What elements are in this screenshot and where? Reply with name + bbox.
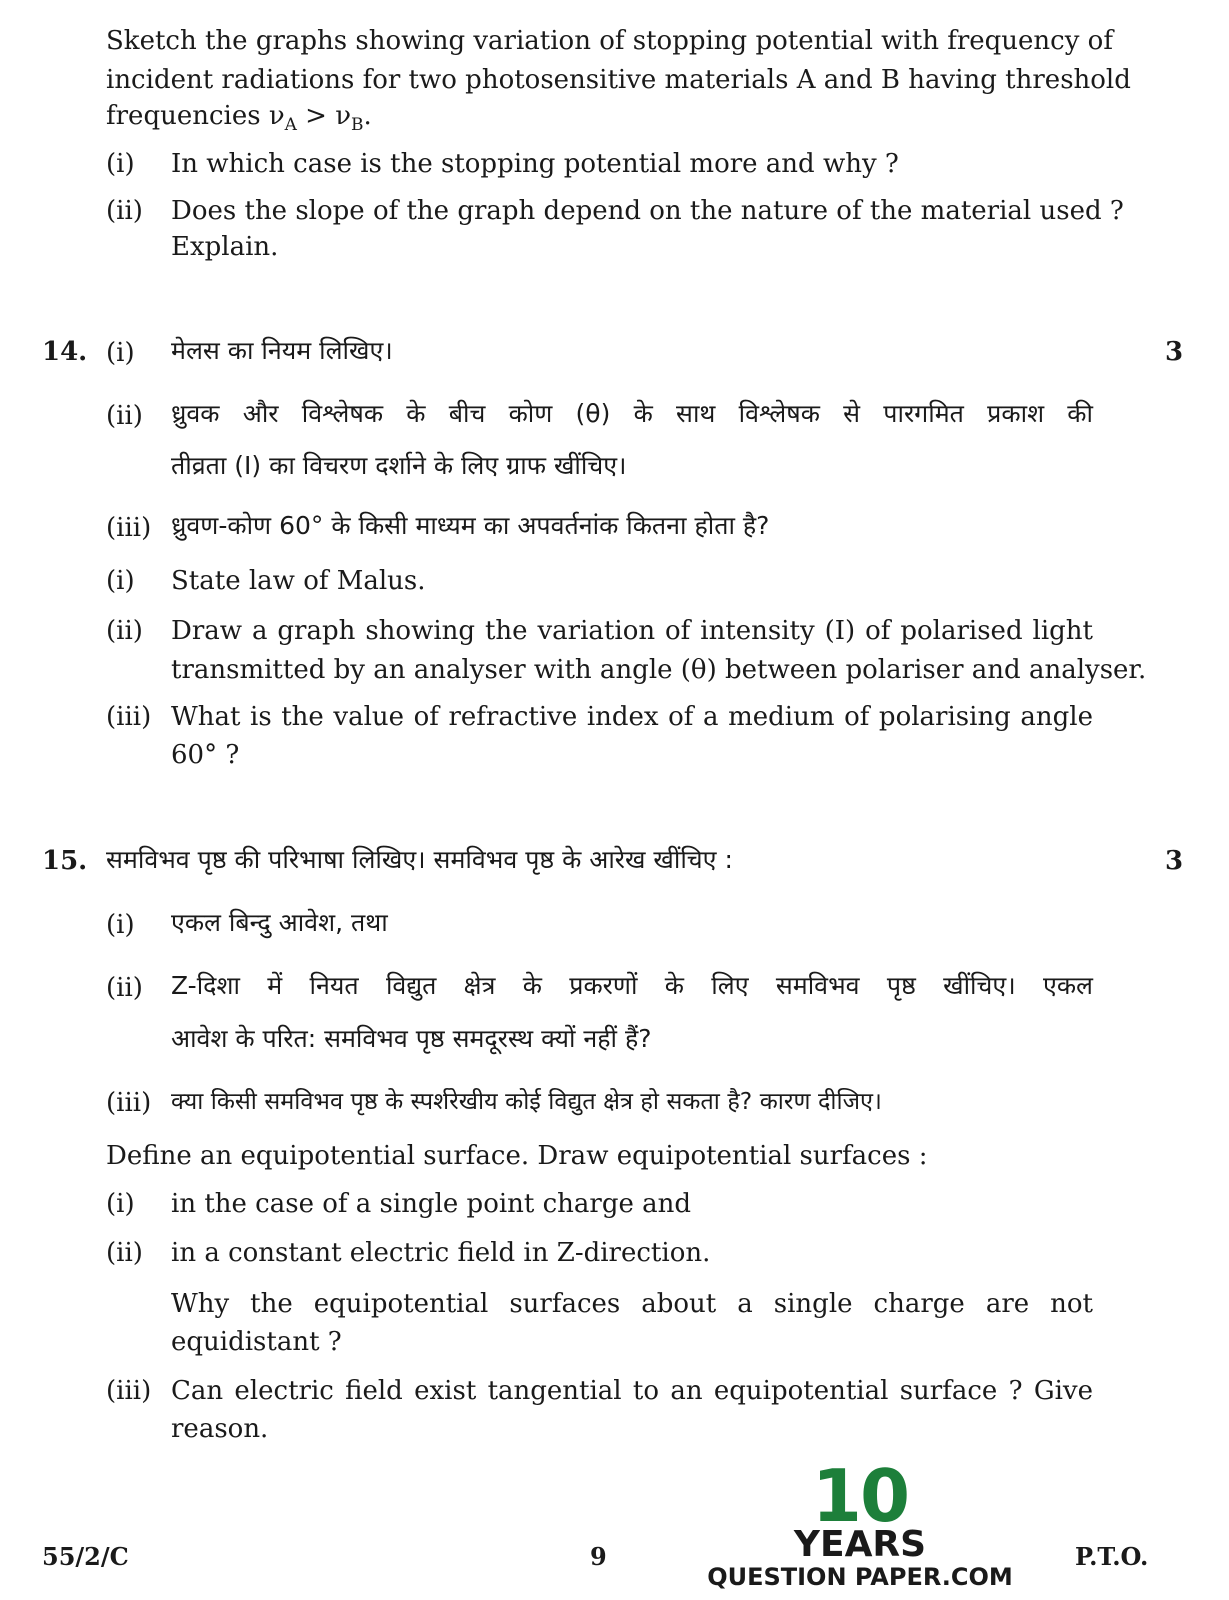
q13-period: .	[363, 101, 372, 131]
q13-part-ii-line1: Does the slope of the graph depend on the nature of the material used ?	[171, 196, 1124, 226]
q14-hindi-i-num: (i)	[106, 338, 135, 368]
q13-intro-line1: Sketch the graphs showing variation of stopping potential with frequency of	[106, 26, 1113, 56]
watermark-years: YEARS	[793, 1524, 927, 1565]
q15-hindi-i-num: (i)	[106, 910, 135, 940]
q14-eng-ii-line2: transmitted by an analyser with angle (θ) between polariser and analyser.	[171, 655, 1147, 685]
q14-eng-iii-line1: What is the value of refractive index of a medium of polarising angle	[171, 702, 1093, 732]
pto-label: P.T.O.	[1075, 1542, 1149, 1571]
q13-part-ii-num: (ii)	[106, 196, 143, 226]
q14-marks: 3	[1165, 337, 1184, 367]
q15-eng-iii-line2: reason.	[171, 1414, 269, 1444]
watermark-logo	[700, 1454, 1020, 1594]
paper-code: 55/2/C	[42, 1542, 129, 1571]
q14-eng-i-num: (i)	[106, 566, 135, 596]
q14-eng-ii-num: (ii)	[106, 616, 143, 646]
q13-part-i-num: (i)	[106, 149, 135, 179]
q15-hindi-ii-num: (ii)	[106, 973, 143, 1003]
q15-hindi-intro: समविभव पृष्ठ की परिभाषा लिखिए। समविभव पृष्ठ के आरेख खींचिए :	[106, 845, 733, 874]
q14-hindi-i-text: मेलस का नियम लिखिए।	[171, 336, 393, 365]
q15-hindi-i-text: एकल बिन्दु आवेश, तथा	[171, 908, 388, 937]
q15-hindi-ii-line2: आवेश के परित: समविभव पृष्ठ समदूरस्थ क्यों नहीं हैं?	[171, 1024, 652, 1053]
q15-eng-ii-num: (ii)	[106, 1238, 143, 1268]
q14-eng-iii-num: (iii)	[106, 702, 152, 732]
q13-part-ii-line2: Explain.	[171, 232, 279, 262]
q15-eng-i-num: (i)	[106, 1189, 135, 1219]
q15-marks: 3	[1165, 846, 1184, 876]
q14-hindi-iii-text: ध्रुवण-कोण 60° के किसी माध्यम का अपवर्तनांक कितना होता है?	[171, 511, 770, 540]
q15-hindi-iii-text: क्या किसी समविभव पृष्ठ के स्पर्शरेखीय कोई विद्युत क्षेत्र हो सकता है? कारण दीजिए।	[171, 1087, 882, 1115]
q13-gt: > ν	[296, 101, 352, 131]
page-number: 9	[590, 1542, 607, 1571]
q15-eng-ii-line2: Why the equipotential surfaces about a single charge are not	[171, 1289, 1093, 1319]
watermark-number: 10	[811, 1454, 909, 1538]
q15-english-intro: Define an equipotential surface. Draw equipotential surfaces :	[106, 1141, 928, 1171]
q14-number: 14.	[42, 337, 88, 367]
q15-hindi-ii-line1: Z-दिशा में नियत विद्युत क्षेत्र के प्रकरणों के लिए समविभव पृष्ठ खींचिए। एकल	[171, 971, 1093, 1000]
q14-eng-i-text: State law of Malus.	[171, 566, 426, 596]
q15-eng-ii-line1: in a constant electric field in Z-direction.	[171, 1238, 711, 1268]
watermark-site: QUESTION PAPER.COM	[707, 1563, 1013, 1591]
q15-number: 15.	[42, 846, 88, 876]
q15-eng-iii-num: (iii)	[106, 1376, 152, 1406]
q14-eng-iii-line2: 60° ?	[171, 740, 240, 770]
q15-eng-ii-line3: equidistant ?	[171, 1327, 342, 1357]
q14-hindi-ii-line1: ध्रुवक और विश्लेषक के बीच कोण (θ) के साथ विश्लेषक से पारगमित प्रकाश की	[171, 399, 1093, 428]
q14-eng-ii-line1: Draw a graph showing the variation of intensity (I) of polarised light	[171, 616, 1093, 646]
q13-intro-line3	[106, 101, 372, 135]
q13-intro-frequencies: frequencies ν	[106, 101, 285, 131]
q15-hindi-iii-num: (iii)	[106, 1088, 152, 1118]
q14-hindi-ii-num: (ii)	[106, 401, 143, 431]
q14-hindi-iii-num: (iii)	[106, 513, 152, 543]
q13-part-i-text: In which case is the stopping potential more and why ?	[171, 149, 899, 179]
q13-intro-line2: incident radiations for two photosensitive materials A and B having threshold	[106, 65, 1131, 95]
q13-sub-b: B	[351, 115, 364, 135]
q15-eng-i-text: in the case of a single point charge and	[171, 1189, 692, 1219]
q14-hindi-ii-line2: तीव्रता (I) का विचरण दर्शाने के लिए ग्राफ खींचिए।	[171, 451, 627, 480]
q13-sub-a: A	[284, 115, 297, 135]
q15-eng-iii-line1: Can electric field exist tangential to an equipotential surface ? Give	[171, 1376, 1093, 1406]
